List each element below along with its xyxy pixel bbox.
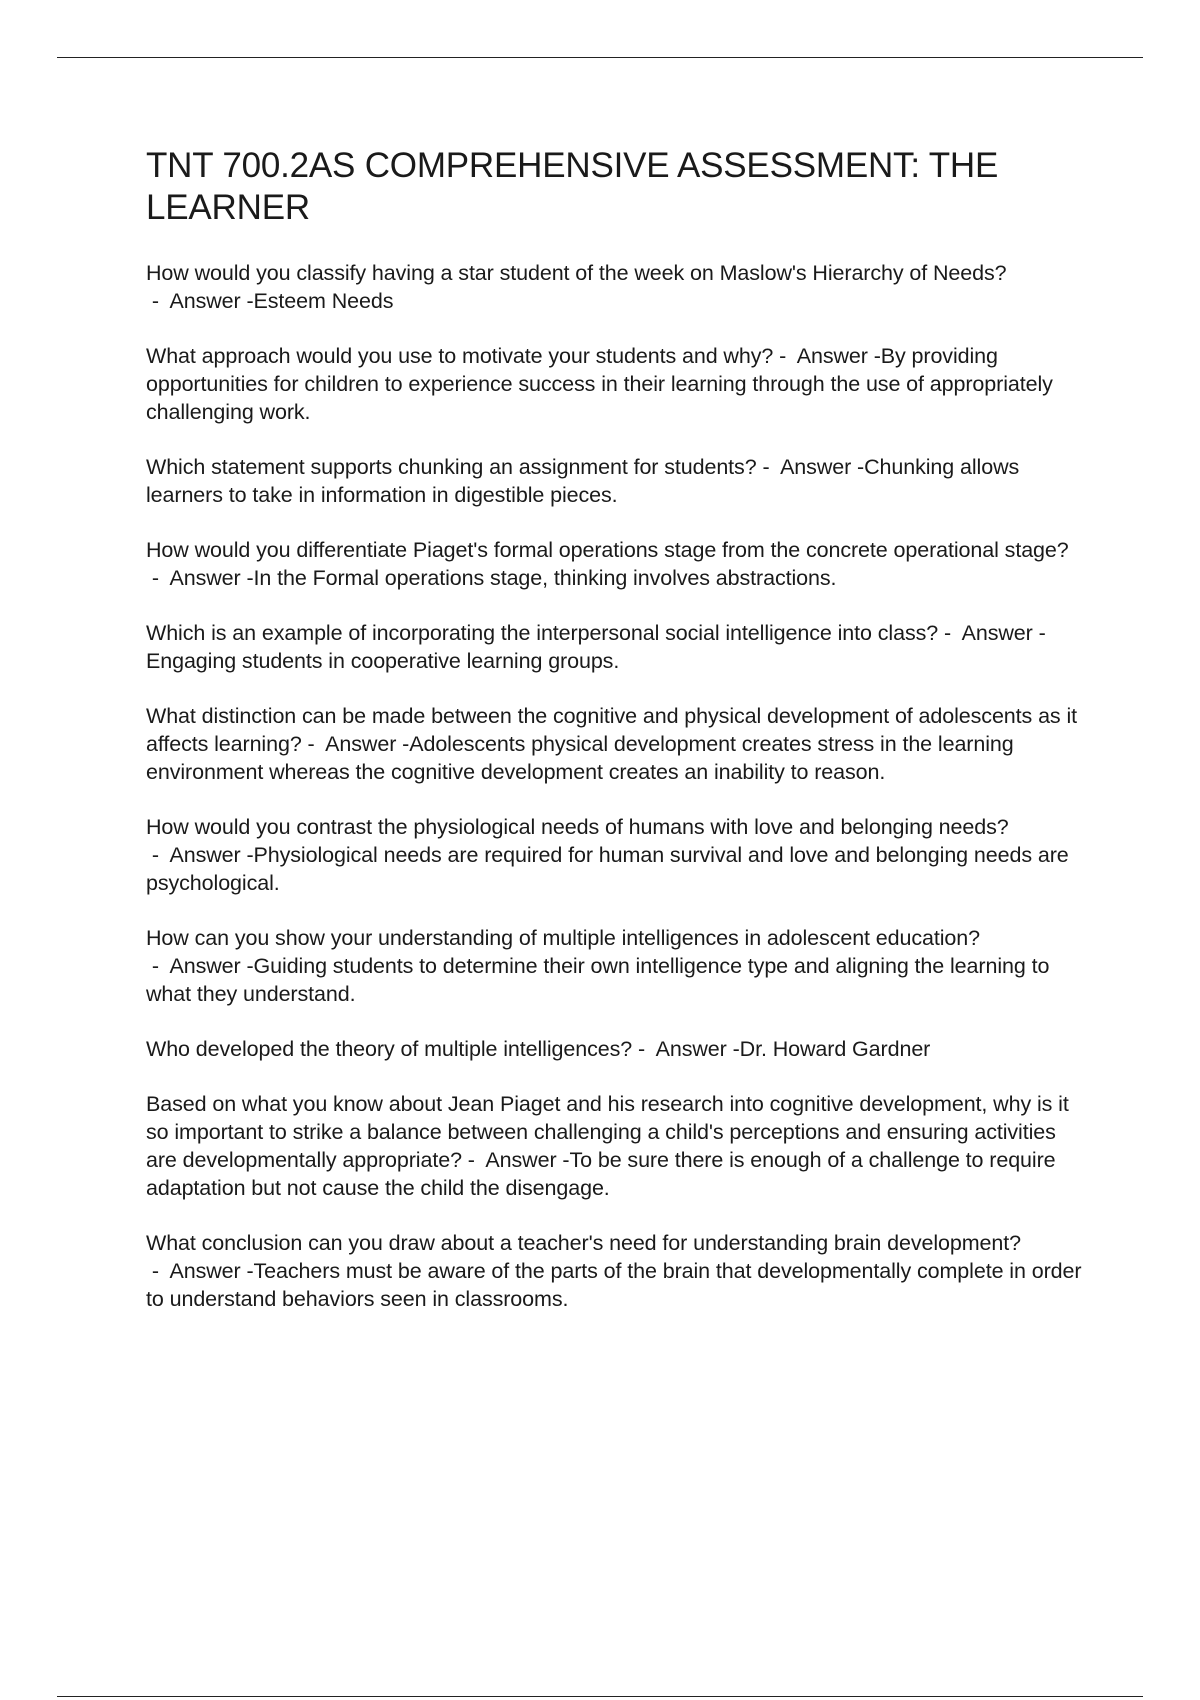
answer-separator: - Answer - — [461, 1148, 570, 1172]
qa-item — [146, 536, 1086, 592]
document-body — [146, 145, 1086, 1340]
qa-item — [146, 1229, 1086, 1313]
answer-separator: - Answer - — [146, 954, 254, 978]
answer-text: By providing opportunities for children to experience success in their learning through the use of appropriately challenging work. — [146, 344, 1053, 424]
question-text: Based on what you know about Jean Piaget and his research into cognitive development, why is it so important to strike a balance between challenging a child's perceptions and ensuring activities are developmentally appropriate? — [146, 1092, 1069, 1172]
answer-separator: - Answer - — [146, 566, 254, 590]
qa-item — [146, 1090, 1086, 1202]
question-text: Which is an example of incorporating the interpersonal social intelligence into class? — [146, 621, 939, 645]
qa-list — [146, 259, 1086, 1313]
question-text: How would you classify having a star student of the week on Maslow's Hierarchy of Needs? — [146, 261, 1007, 285]
answer-separator: - Answer - — [756, 455, 865, 479]
answer-text: Engaging students in cooperative learning groups. — [146, 649, 620, 673]
qa-item — [146, 924, 1086, 1008]
answer-separator: - Answer - — [146, 843, 254, 867]
question-text: Which statement supports chunking an assignment for students? — [146, 455, 757, 479]
qa-item — [146, 453, 1086, 509]
qa-item — [146, 1035, 1086, 1063]
answer-text: Chunking allows learners to take in information in digestible pieces. — [146, 455, 1020, 507]
question-text: What conclusion can you draw about a teacher's need for understanding brain development? — [146, 1231, 1021, 1255]
question-text: How would you contrast the physiological needs of humans with love and belonging needs? — [146, 815, 1009, 839]
answer-text: Guiding students to determine their own intelligence type and aligning the learning to what they understand. — [146, 954, 1050, 1006]
answer-text: Dr. Howard Gardner — [739, 1037, 931, 1061]
answer-text: Physiological needs are required for human survival and love and belonging needs are psychological. — [146, 843, 1069, 895]
answer-separator: - Answer - — [632, 1037, 740, 1061]
answer-separator: - Answer - — [938, 621, 1046, 645]
answer-text: To be sure there is enough of a challenge to require adaptation but not cause the child the disengage. — [146, 1148, 1056, 1200]
qa-item — [146, 813, 1086, 897]
qa-item — [146, 342, 1086, 426]
question-text: What approach would you use to motivate your students and why? — [146, 344, 774, 368]
qa-item — [146, 259, 1086, 315]
question-text: Who developed the theory of multiple intelligences? — [146, 1037, 633, 1061]
answer-separator: - Answer - — [146, 289, 254, 313]
answer-separator: - Answer - — [301, 732, 410, 756]
answer-text: In the Formal operations stage, thinking involves abstractions. — [253, 566, 837, 590]
qa-item — [146, 619, 1086, 675]
answer-separator: - Answer - — [146, 1259, 254, 1283]
question-text: How can you show your understanding of multiple intelligences in adolescent education? — [146, 926, 981, 950]
question-text: What distinction can be made between the cognitive and physical development of adolescents as it affects learning? — [146, 704, 1077, 756]
answer-text: Adolescents physical development creates stress in the learning environment whereas the cognitive development creates an inability to reason. — [146, 732, 1014, 784]
answer-separator: - Answer - — [773, 344, 881, 368]
top-rule — [57, 57, 1143, 58]
qa-item — [146, 702, 1086, 786]
answer-text: Esteem Needs — [253, 289, 394, 313]
bottom-rule — [57, 1696, 1143, 1697]
question-text: How would you differentiate Piaget's formal operations stage from the concrete operational stage? — [146, 538, 1069, 562]
document-title: TNT 700.2AS COMPREHENSIVE ASSESSMENT: THE LEARNER — [146, 146, 999, 227]
answer-text: Teachers must be aware of the parts of the brain that developmentally complete in order to understand behaviors seen in classrooms. — [146, 1259, 1082, 1311]
